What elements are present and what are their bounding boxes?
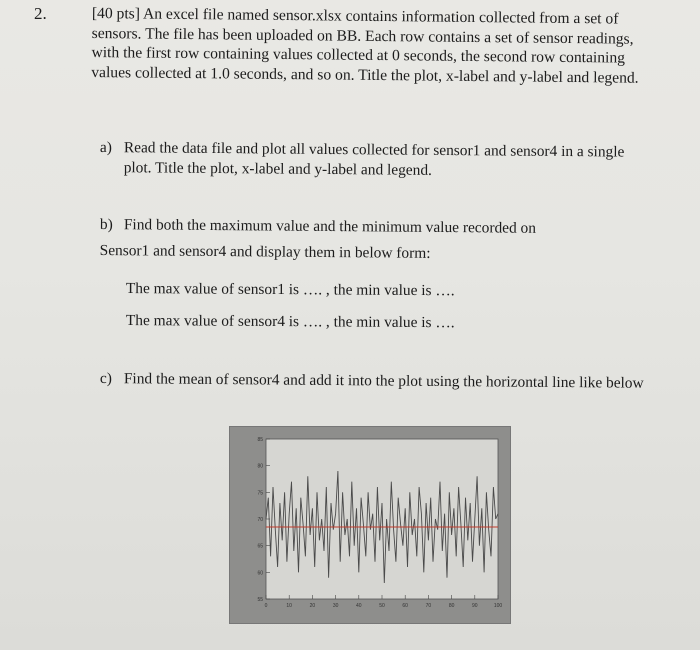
y-tick-label: 85	[257, 437, 263, 443]
y-tick-label: 55	[257, 597, 263, 603]
y-tick-label: 60	[257, 570, 263, 577]
part-b-format-sensor1: The max value of sensor1 is …. , the min value is ….	[125, 280, 455, 300]
example-plot-figure	[229, 426, 511, 624]
y-tick-label: 65	[257, 543, 263, 550]
part-a-line-1: Read the data file and plot all values collected for sensor1 and sensor4 in a single	[123, 139, 625, 161]
x-tick-label: 30	[332, 603, 339, 609]
x-tick-label: 60	[402, 603, 408, 609]
x-tick-label: 90	[472, 603, 478, 609]
part-b-line-1: Find both the maximum value and the minimum value recorded on	[123, 216, 537, 237]
part-b-label: b)	[99, 215, 113, 234]
part-b	[100, 215, 670, 266]
question-intro	[91, 4, 692, 88]
part-a-label: a)	[99, 138, 112, 157]
part-c-text: Find the mean of sensor4 and add it into the plot using the horizontal line like below	[123, 370, 644, 392]
x-tick-label: 50	[379, 603, 385, 609]
y-tick-label: 80	[257, 463, 263, 470]
x-tick-label: 20	[309, 603, 316, 609]
intro-line-1: [40 pts] An excel file named sensor.xlsx contains information collected from a set of	[91, 4, 619, 28]
y-tick-label: 70	[257, 517, 263, 523]
intro-line-3: with the first row containing values collected at 0 seconds, the second row containing	[91, 43, 626, 67]
x-tick-label: 80	[448, 603, 455, 609]
example-plot	[230, 427, 510, 623]
intro-line-4: values collected at 1.0 seconds, and so on. Title the plot, x-label and y-label and legend.	[91, 63, 639, 87]
x-tick-label: 70	[425, 603, 432, 609]
x-tick-label: 40	[356, 603, 362, 609]
part-a	[100, 138, 680, 183]
question-number: 2.	[34, 4, 47, 23]
y-tick-label: 75	[257, 490, 263, 497]
part-b-format-sensor4: The max value of sensor4 is …. , the min value is ….	[125, 312, 455, 332]
part-c	[100, 369, 680, 394]
part-c-label: c)	[99, 369, 112, 388]
part-b-line-2: Sensor1 and sensor4 and display them in below form:	[99, 241, 431, 262]
x-tick-label: 100	[493, 603, 503, 609]
x-tick-label: 10	[286, 603, 292, 609]
part-a-line-2: plot. Title the plot, x-label and y-label and legend.	[123, 159, 432, 179]
intro-line-2: sensors. The file has been uploaded on BB. Each row contains a set of sensor readings,	[91, 24, 634, 48]
plot-area	[266, 439, 498, 599]
x-tick-label: 0	[264, 603, 268, 609]
